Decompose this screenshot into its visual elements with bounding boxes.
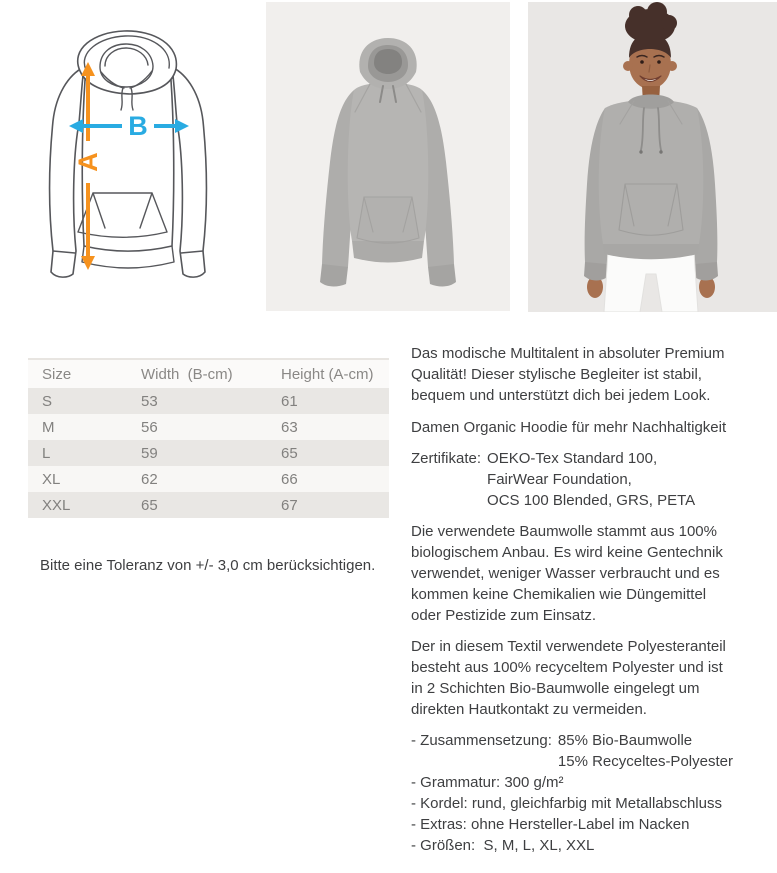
certificates bbox=[411, 448, 777, 511]
cell-width: 65 bbox=[141, 496, 158, 514]
text-line: direkten Hautkontakt zu vermeiden. bbox=[411, 701, 647, 718]
text-line: kommen keine Chemikalien wie Düngemittel bbox=[411, 586, 707, 603]
cell-size: XL bbox=[42, 470, 61, 488]
composition-line: 85% Bio-Baumwolle bbox=[557, 732, 693, 749]
composition-spec bbox=[411, 730, 777, 772]
composition-values bbox=[558, 730, 733, 772]
text-line: bequem und unterstützt dich bei jedem Look. bbox=[411, 387, 711, 404]
certificate-item: FairWear Foundation, bbox=[487, 471, 632, 488]
product-photo-model bbox=[528, 2, 777, 312]
certificates-label: Zertifikate: bbox=[411, 450, 482, 467]
column-header-width: Width (B-cm) bbox=[141, 365, 233, 383]
text-line: besteht aus 100% recyceltem Polyester und ist bbox=[411, 659, 723, 676]
model-cuff-left bbox=[584, 262, 607, 280]
model-cuff-right bbox=[695, 262, 718, 280]
cell-height: 65 bbox=[281, 444, 298, 462]
spec-item: - Größen: S, M, L, XL, XXL bbox=[411, 837, 595, 854]
aglet-right bbox=[659, 150, 662, 153]
spec-item: - Grammatur: 300 g/m² bbox=[411, 774, 564, 791]
cell-height: 66 bbox=[281, 470, 298, 488]
size-diagram-image bbox=[20, 25, 250, 285]
spec-item: - Kordel: rund, gleichfarbig mit Metallabschluss bbox=[411, 795, 722, 812]
text-line: Qualität! Dieser stylische Begleiter ist stabil, bbox=[411, 366, 702, 383]
tolerance-note: Bitte eine Toleranz von +/- 3,0 cm berücksichtigen. bbox=[40, 557, 376, 574]
model-hoodie-illustration bbox=[528, 2, 777, 312]
product-description bbox=[411, 343, 777, 866]
composition-line: 15% Recyceltes-Polyester bbox=[557, 753, 733, 770]
product-photo-flat bbox=[266, 2, 510, 311]
column-header-size: Size bbox=[42, 365, 72, 383]
spec-list bbox=[411, 730, 777, 856]
spec-item: - Extras: ohne Hersteller-Label im Nacken bbox=[411, 816, 690, 833]
polyester-paragraph bbox=[411, 636, 777, 720]
cell-width: 53 bbox=[141, 392, 158, 410]
composition-label: - Zusammensetzung: bbox=[411, 732, 552, 749]
intro-paragraph bbox=[411, 343, 777, 406]
cell-width: 59 bbox=[141, 444, 158, 462]
cell-size: XXL bbox=[42, 496, 71, 514]
pants bbox=[604, 252, 698, 312]
cell-height: 61 bbox=[281, 392, 298, 410]
cell-size: L bbox=[42, 444, 51, 462]
size-row-xxl bbox=[28, 492, 389, 518]
flat-hoodie-illustration bbox=[266, 2, 510, 311]
ear-left bbox=[623, 61, 633, 71]
size-row-m bbox=[28, 414, 389, 440]
eye-right bbox=[657, 60, 661, 64]
cotton-paragraph bbox=[411, 521, 777, 626]
eye-left bbox=[640, 60, 644, 64]
sustainability-line: Damen Organic Hoodie für mehr Nachhaltigkeit bbox=[411, 419, 727, 436]
certificate-item: OCS 100 Blended, GRS, PETA bbox=[487, 492, 696, 509]
size-row-xl bbox=[28, 466, 389, 492]
cell-height: 63 bbox=[281, 418, 298, 436]
flat-hood-inner bbox=[374, 49, 402, 74]
cell-height: 67 bbox=[281, 496, 298, 514]
text-line: Der in diesem Textil verwendete Polyesteranteil bbox=[411, 638, 726, 655]
cell-width: 56 bbox=[141, 418, 158, 436]
size-row-l bbox=[28, 440, 389, 466]
size-table-header bbox=[28, 360, 389, 388]
column-header-height: Height (A-cm) bbox=[281, 365, 374, 383]
size-row-s bbox=[28, 388, 389, 414]
flat-cuff-left bbox=[320, 264, 348, 286]
text-line: verwendet, weniger Wasser verbraucht und es bbox=[411, 565, 720, 582]
size-table bbox=[28, 358, 389, 518]
cell-size: S bbox=[42, 392, 53, 410]
hood bbox=[78, 31, 177, 94]
cell-size: M bbox=[42, 418, 55, 436]
cell-width: 62 bbox=[141, 470, 158, 488]
flat-cuff-right bbox=[428, 264, 456, 286]
size-diagram-svg bbox=[20, 25, 250, 285]
model-torso bbox=[599, 100, 704, 250]
flat-hem-band bbox=[352, 241, 424, 263]
text-line: in 2 Schichten Bio-Baumwolle eingelegt um bbox=[411, 680, 700, 697]
aglet-left bbox=[639, 150, 642, 153]
certificate-item: OEKO-Tex Standard 100, bbox=[487, 450, 658, 467]
text-line: biologischem Anbau. Es wird keine Gentechnik bbox=[411, 544, 723, 561]
height-arrow-label: A bbox=[73, 152, 103, 172]
ear-right bbox=[667, 61, 677, 71]
text-line: oder Pestizide zum Einsatz. bbox=[411, 607, 597, 624]
text-line: Die verwendete Baumwolle stammt aus 100% bbox=[411, 523, 717, 540]
flat-pocket bbox=[357, 197, 419, 243]
certificates-list bbox=[487, 448, 695, 511]
text-line: Das modische Multitalent in absoluter Premium bbox=[411, 345, 725, 362]
width-arrow-label: B bbox=[128, 111, 148, 141]
